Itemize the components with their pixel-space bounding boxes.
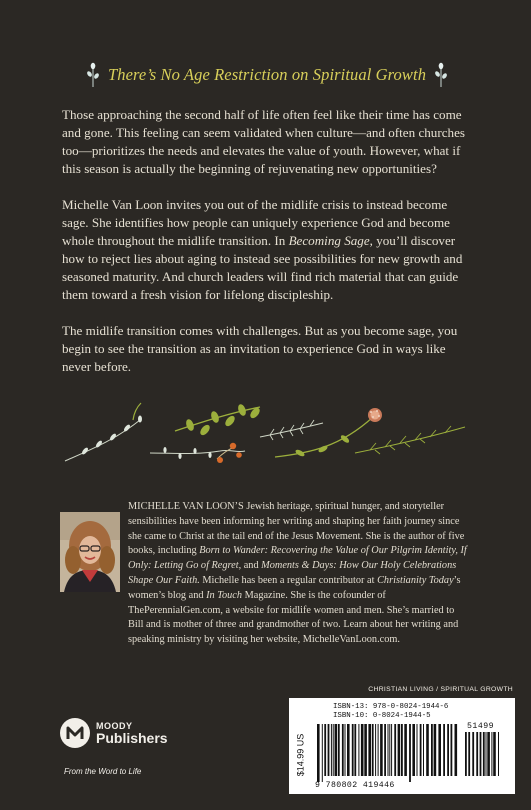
barcode-box xyxy=(289,698,515,794)
barcode-bar xyxy=(380,724,383,776)
barcode-bar xyxy=(328,724,330,776)
barcode-bar xyxy=(317,724,320,782)
barcode-bar xyxy=(372,724,374,776)
barcode-bar xyxy=(465,732,467,776)
barcode-bar xyxy=(384,724,386,776)
ean-number: 9 780802 419446 xyxy=(315,781,395,790)
barcode-bar xyxy=(324,724,326,776)
price-label: $14.99 US xyxy=(295,733,305,777)
barcode-bar xyxy=(434,724,437,776)
barcode-bar xyxy=(447,724,449,776)
barcode-bar xyxy=(331,724,332,776)
barcode-bar xyxy=(394,724,396,776)
barcode-bar xyxy=(491,732,492,776)
description-paragraph-1: Those approaching the second half of life often feel like their time has come and gone. This feeling can seem validated when culture—and often churches too—prioritizes the needs and elevates the value of youth. However, what if this season is actually the beginning of rejuvenating new opportunities? xyxy=(62,107,465,176)
headline-row xyxy=(52,60,482,90)
barcode-bar xyxy=(342,724,344,776)
barcode-bar xyxy=(335,724,338,776)
description-paragraph-3: The midlife transition comes with challenges. But as you become sage, you begin to see the transition as an invitation to experience God in ways like never before. xyxy=(62,323,458,374)
addon-barcode xyxy=(465,732,505,786)
barcode-bar xyxy=(443,724,445,776)
barcode-bar xyxy=(417,724,418,776)
barcode-bar xyxy=(404,724,407,776)
barcode-bar xyxy=(354,724,356,776)
barcode-bar xyxy=(487,732,490,776)
description xyxy=(62,106,470,394)
barcode-bar xyxy=(333,724,334,776)
barcode-bar xyxy=(338,724,340,776)
botanical-illustration xyxy=(55,395,475,475)
author-portrait-icon xyxy=(60,512,120,592)
barcode-bar xyxy=(358,724,359,776)
left-sprig-icon xyxy=(86,62,100,88)
author-bio: MICHELLE VAN LOON’S Jewish heritage, spiritual hunger, and storyteller sensibilities have been informing her writing and shaping her faith journey since she came to Christ at the tail end of the Jesus Movement. She is the author of five books, including Born to Wander: Recovering the Value of Our Pilgrim Identity, If Only: Letting Go of Regret, and Moments & Days: How Our Holy Celebrations Shape Our Faith. Michelle has been a regular contributor at Christianity Today’s women’s blog and In Touch Magazine. She is the cofounder of ThePerennialGen.com, a website for midlife women and men. She’s married to Bill and is mother of three and grandmother of two. Learn about her writing and speaking ministry by visiting her website, MichelleVanLoon.com. xyxy=(128,501,467,646)
barcode-bar xyxy=(364,724,367,776)
barcode-bar xyxy=(420,724,422,776)
barcode-bar xyxy=(476,732,478,776)
barcode-bar xyxy=(378,724,379,776)
barcode-bar xyxy=(322,724,323,782)
barcode-bar xyxy=(401,724,403,776)
barcode-bar xyxy=(480,732,482,776)
barcode-bar xyxy=(352,724,354,776)
headline: There’s No Age Restriction on Spiritual Growth xyxy=(107,65,427,84)
addon-number: 51499 xyxy=(467,722,495,731)
barcode-bar xyxy=(438,724,441,776)
barcode-bar xyxy=(345,724,346,776)
barcode-bar xyxy=(412,724,415,776)
isbn13-text: ISBN-13: 978-0-8024-1944-6 xyxy=(333,703,449,711)
barcode-bar xyxy=(368,724,371,776)
category-label: CHRISTIAN LIVING / SPIRITUAL GROWTH xyxy=(368,686,513,693)
right-sprig-icon xyxy=(434,62,448,88)
barcode-bar xyxy=(347,724,350,776)
isbn10-text: ISBN-10: 0-8024-1944-5 xyxy=(333,712,431,720)
moody-logo-icon xyxy=(60,718,90,748)
barcode-bar xyxy=(391,724,392,776)
barcode-bar xyxy=(361,724,364,776)
barcode-bar xyxy=(486,732,487,776)
barcode-bar xyxy=(493,732,496,776)
barcode-bar xyxy=(483,732,485,776)
publisher-tagline: From the Word to Life xyxy=(64,767,142,776)
publisher-block xyxy=(60,718,260,788)
barcode-bar xyxy=(426,724,429,776)
barcode-bar xyxy=(388,724,389,776)
barcode-bar xyxy=(468,732,470,776)
ean-barcode xyxy=(317,724,459,782)
barcode-bar xyxy=(472,732,474,776)
barcode-bar xyxy=(431,724,433,776)
barcode-bar xyxy=(409,724,411,782)
barcode-bar xyxy=(375,724,376,776)
barcode-bar xyxy=(451,724,453,776)
barcode-bar xyxy=(423,724,424,776)
book-title: Becoming Sage xyxy=(288,233,370,248)
author-photo xyxy=(60,512,120,592)
barcode-bar xyxy=(498,732,499,776)
description-paragraph-2: Michelle Van Loon invites you out of the midlife crisis to instead become sage. She identifies how people can uniquely experience God and become whole throughout the midlife transition. In Becoming Sage, you’ll discover how to reject lies about aging to instead see possibilities for new growth and seasoned maturity. And church leaders will find rich material that can guide them toward a fresh vision for lifelong discipleship. xyxy=(62,197,463,302)
author-name: MICHELLE VAN LOON’S xyxy=(128,501,244,512)
barcode-bar xyxy=(389,724,390,776)
publisher-line2: Publishers xyxy=(96,729,168,746)
publisher-line1: MOODY xyxy=(96,720,133,731)
barcode-bar xyxy=(455,724,458,776)
barcode-bar xyxy=(398,724,401,776)
